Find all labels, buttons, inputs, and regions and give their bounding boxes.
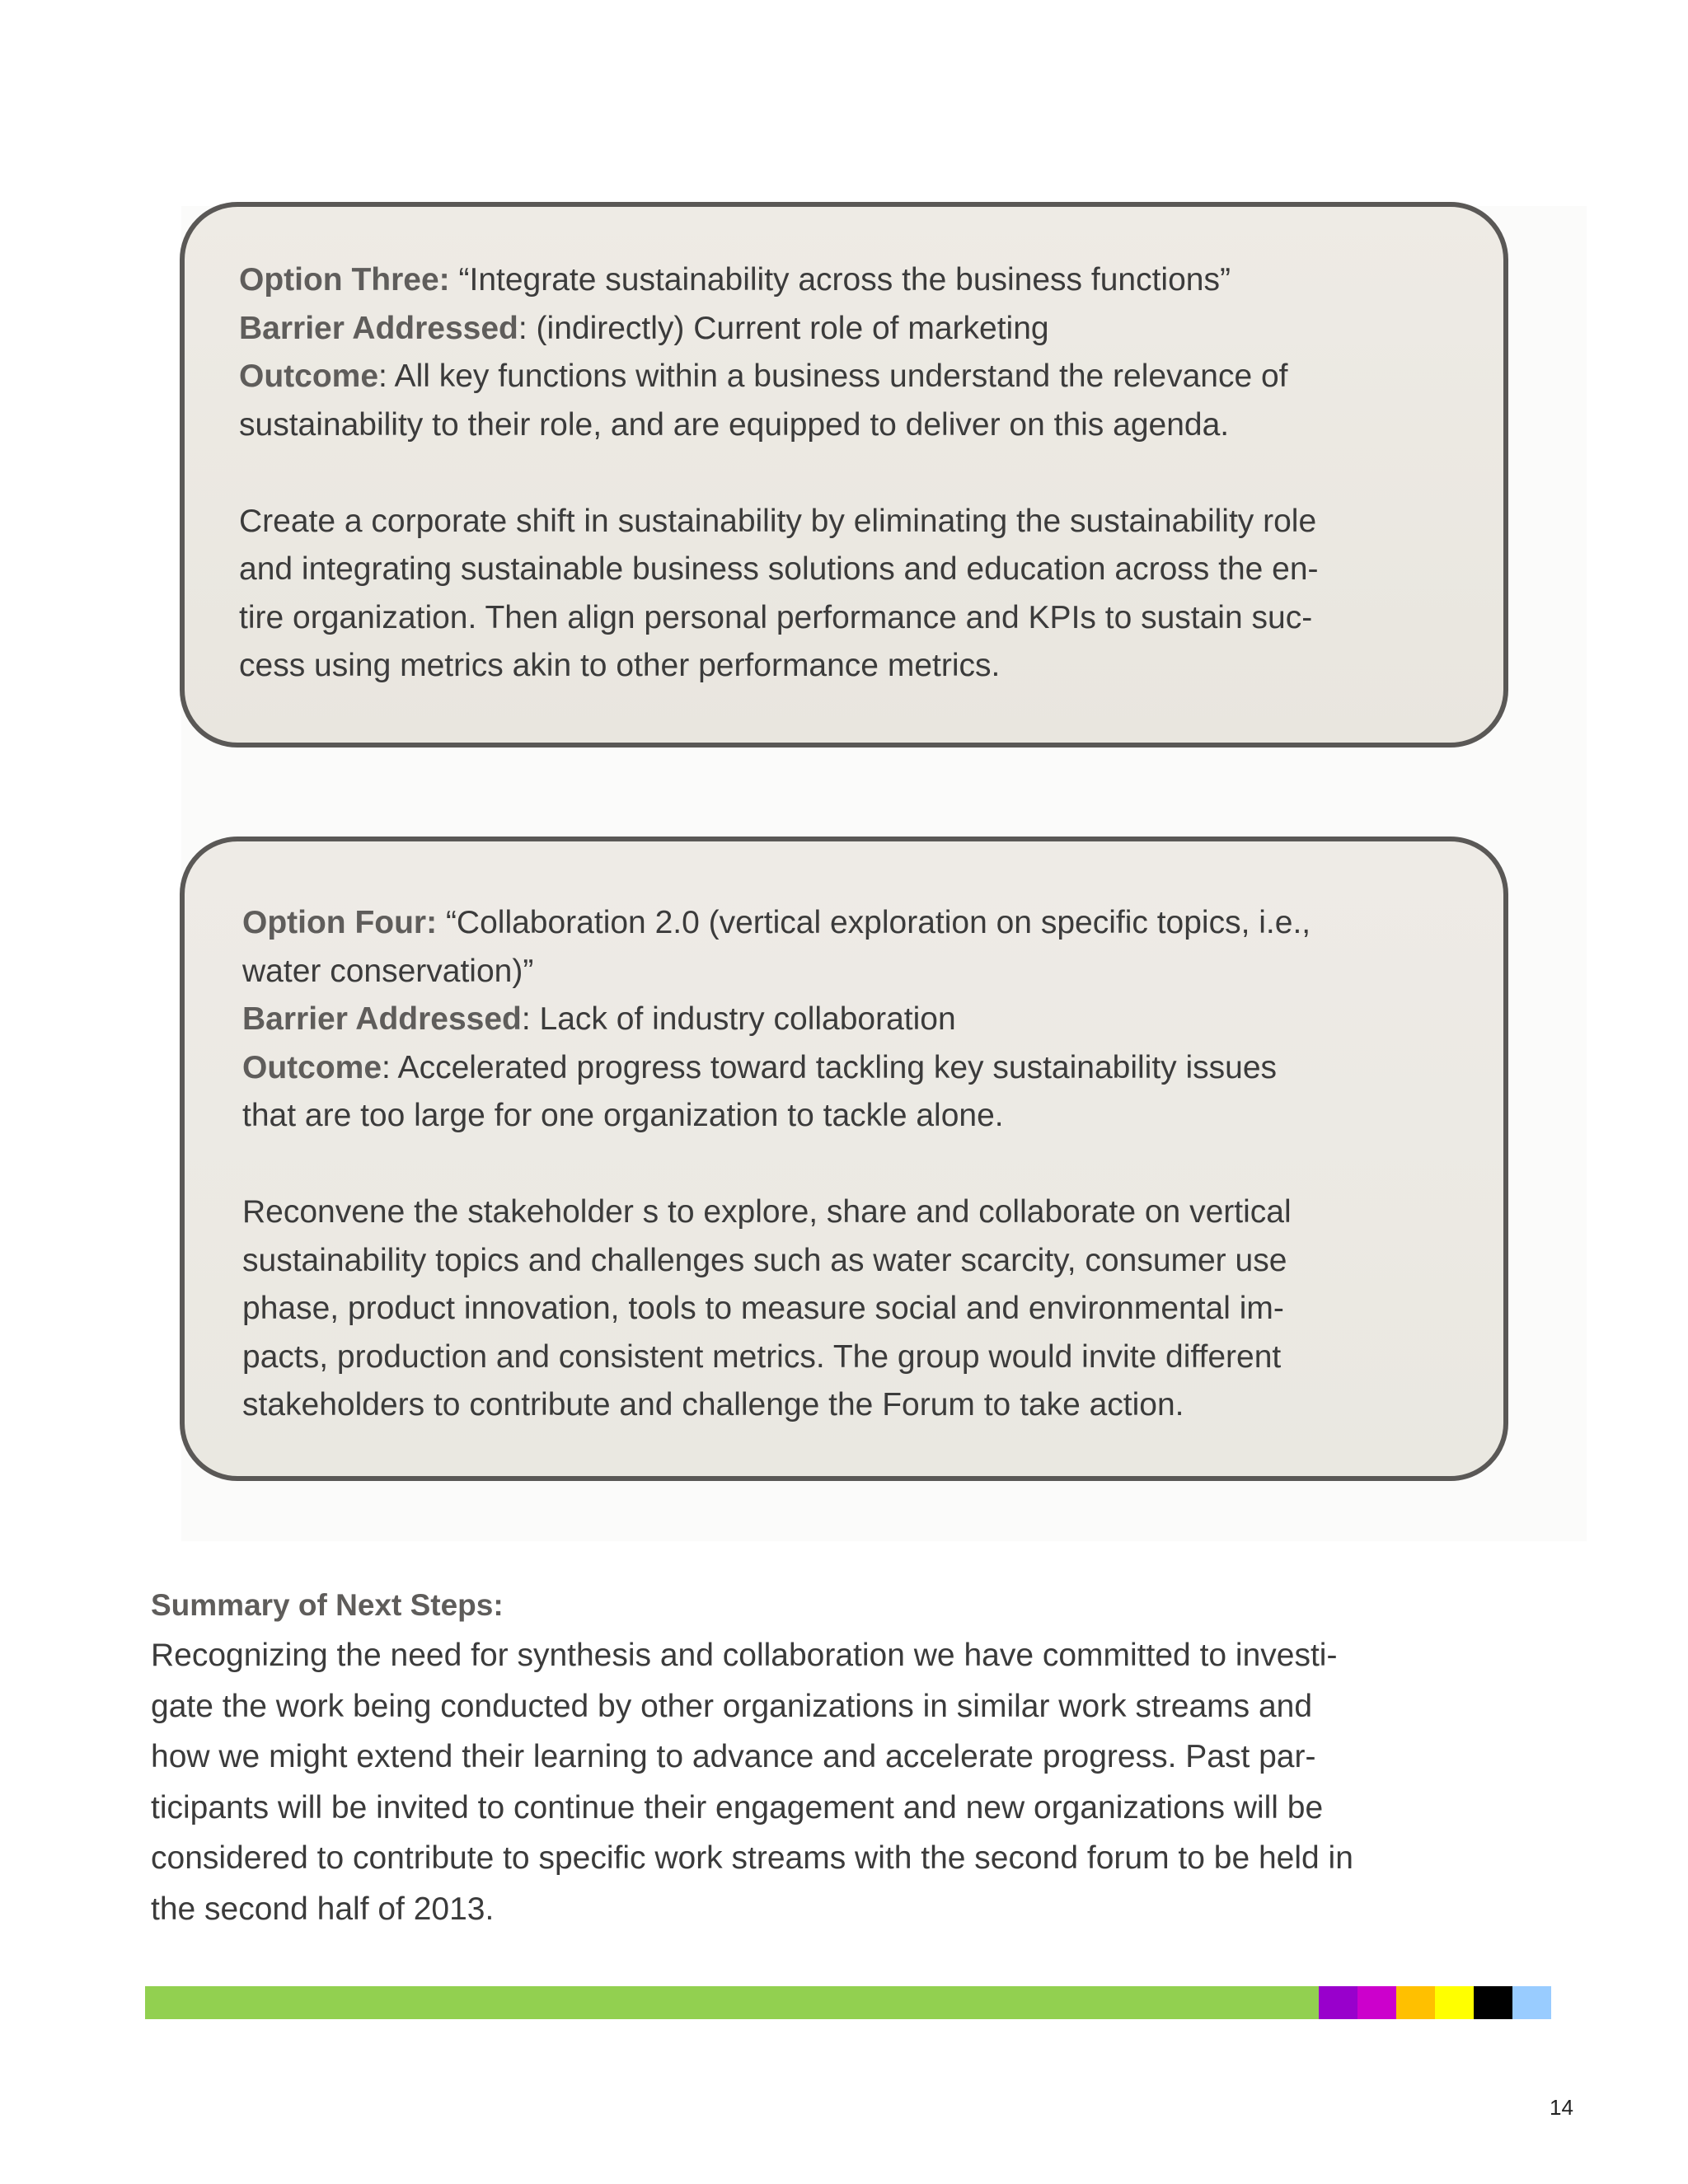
color-bar-segment-green — [145, 1986, 1319, 2019]
option-four-outcome — [242, 1044, 1454, 1093]
outcome-text: : All key functions within a business understand the relevance of — [378, 359, 1288, 394]
color-bar-segment-black — [1474, 1986, 1512, 2019]
barrier-text: : (indirectly) Current role of marketing — [518, 310, 1049, 346]
summary-line: gate the work being conducted by other organizations in similar work streams and — [151, 1688, 1313, 1724]
option-four-body-line: phase, product innovation, tools to measure social and environmental im- — [242, 1291, 1284, 1326]
color-bar-segment-yellow — [1435, 1986, 1474, 2019]
option-three-body-line: and integrating sustainable business solutions and education across the en- — [239, 551, 1319, 587]
outcome-label: Outcome — [239, 359, 379, 394]
option-four-body-line: Reconvene the stakeholder s to explore, share and collaborate on vertical — [242, 1194, 1292, 1230]
summary-line: Recognizing the need for synthesis and collaboration we have committed to investi- — [151, 1638, 1338, 1673]
outcome-label: Outcome — [242, 1049, 382, 1085]
color-bar-segment-orange — [1396, 1986, 1435, 2019]
option-four-title — [242, 899, 1454, 948]
option-four-content — [242, 899, 1454, 1430]
barrier-text: : Lack of industry collaboration — [521, 1001, 956, 1037]
option-three-title — [239, 256, 1454, 305]
option-four-title-text: “Collaboration 2.0 (vertical exploration on specific topics, i.e., — [437, 905, 1311, 940]
option-three-content — [239, 256, 1454, 691]
option-four-box — [180, 837, 1508, 1481]
option-three-title-text: “Integrate sustainability across the business functions” — [449, 262, 1231, 298]
barrier-label: Barrier Addressed — [242, 1001, 522, 1037]
footer-color-bar — [145, 1986, 1551, 2019]
color-bar-segment-purple — [1319, 1986, 1357, 2019]
page-number: 14 — [1550, 2095, 1573, 2120]
option-three-box — [180, 202, 1508, 748]
summary-heading: Summary of Next Steps: — [151, 1588, 504, 1622]
option-four-body-line: pacts, production and consistent metrics. The group would invite different — [242, 1338, 1282, 1375]
option-four-outcome-line2: that are too large for one organization to tackle alone. — [242, 1098, 1004, 1133]
outcome-text: : Accelerated progress toward tackling key sustainability issues — [382, 1049, 1278, 1085]
option-three-barrier — [239, 305, 1454, 354]
summary-line: ticipants will be invited to continue their engagement and new organizations will be — [151, 1789, 1324, 1825]
option-four-label: Option Four: — [242, 905, 438, 940]
option-three-body-line: tire organization. Then align personal performance and KPIs to sustain suc- — [239, 599, 1313, 635]
option-three-outcome — [239, 353, 1454, 401]
option-three-label: Option Three: — [239, 262, 450, 298]
color-bar-segment-lightblue — [1512, 1986, 1551, 2019]
option-four-body-line: sustainability topics and challenges such as water scarcity, consumer use — [242, 1242, 1287, 1278]
color-bar-segment-magenta — [1357, 1986, 1396, 2019]
summary-line: considered to contribute to specific work streams with the second forum to be held in — [151, 1840, 1353, 1876]
summary-line: the second half of 2013. — [151, 1891, 495, 1927]
option-four-barrier — [242, 996, 1454, 1044]
option-three-body-line: Create a corporate shift in sustainability by eliminating the sustainability role — [239, 503, 1317, 539]
option-four-body-line: stakeholders to contribute and challenge the Forum to take action. — [242, 1387, 1184, 1422]
option-three-outcome-line2: sustainability to their role, and are equipped to deliver on this agenda. — [239, 406, 1230, 443]
barrier-label: Barrier Addressed — [239, 310, 518, 346]
option-three-body-line: cess using metrics akin to other performance metrics. — [239, 648, 1001, 683]
summary-line: how we might extend their learning to advance and accelerate progress. Past par- — [151, 1739, 1316, 1774]
summary-section — [151, 1581, 1536, 1934]
option-four-title-line2: water conservation)” — [242, 953, 534, 989]
